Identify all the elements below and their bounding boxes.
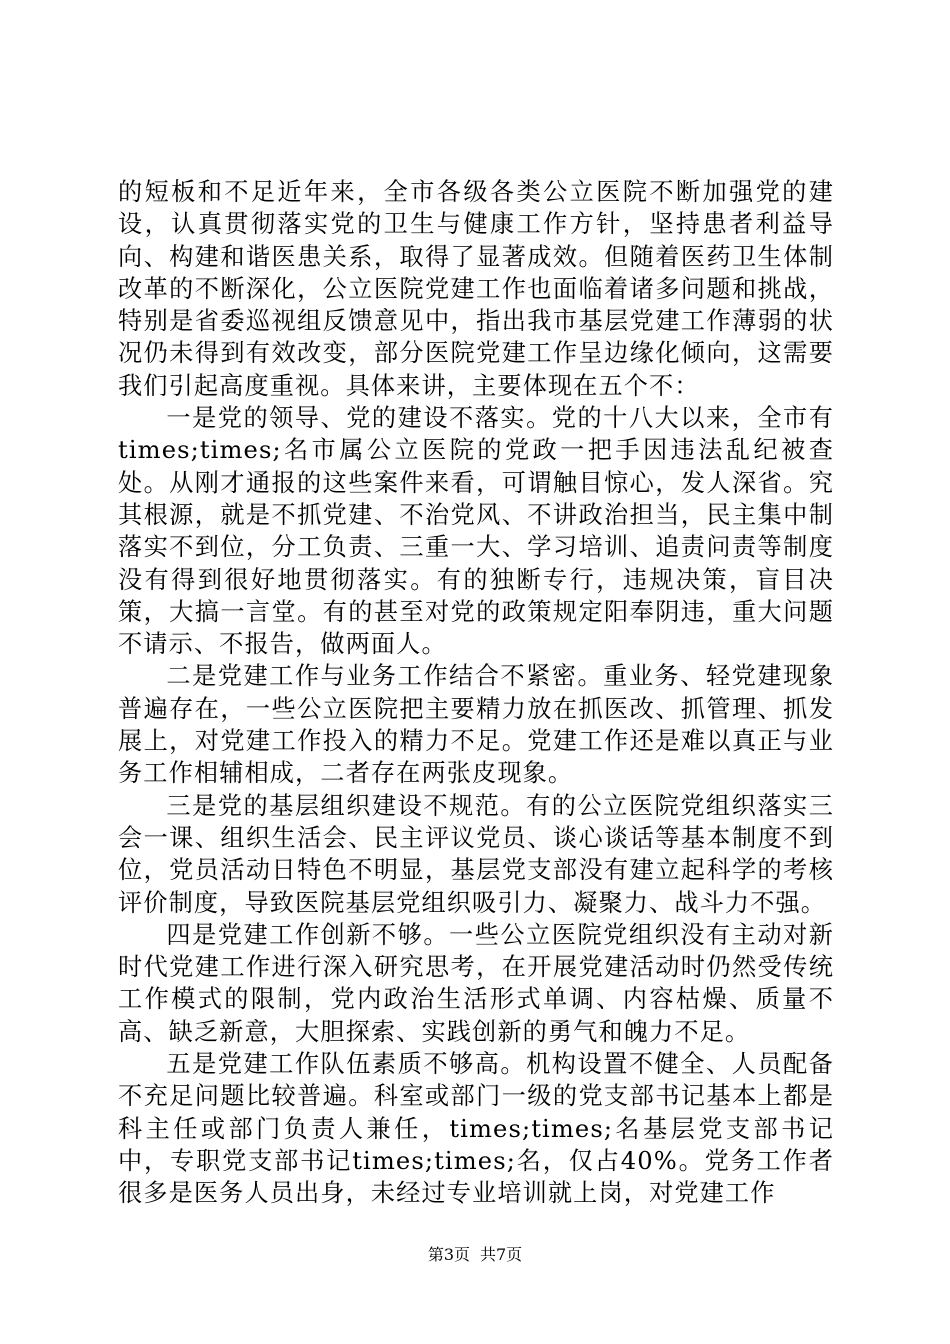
document-body	[118, 176, 834, 1210]
page-footer	[0, 1244, 950, 1266]
page-number: 第3页	[427, 1245, 470, 1264]
paragraph-2: 一是党的领导、党的建设不落实。党的十八大以来，全市有times;times;名市属公立医院的党政一把手因违法乱纪被查处。从刚才通报的这些案件来看，可谓触目惊心，发人深省。究其根源，就是不抓党建、不治党风、不讲政治担当，民主集中制落实不到位，分工负责、三重一大、学习培训、追责问责等制度没有得到很好地贯彻落实。有的独断专行，违规决策，盲目决策，大搞一言堂。有的甚至对党的政策规定阳奉阴违，重大问题不请示、不报告，做两面人。	[118, 404, 834, 659]
paragraph-6: 五是党建工作队伍素质不够高。机构设置不健全、人员配备不充足问题比较普遍。科室或部门一级的党支部书记基本上都是科主任或部门负责人兼任，times;times;名基层党支部书记中，专职党支部书记times;times;名，仅占40%。党务工作者很多是医务人员出身，未经过专业培训就上岗，对党建工作	[118, 1050, 834, 1208]
paragraph-5: 四是党建工作创新不够。一些公立医院党组织没有主动对新时代党建工作进行深入研究思考，在开展党建活动时仍然受传统工作模式的限制，党内政治生活形式单调、内容枯燥、质量不高、缺乏新意，大胆探索、实践创新的勇气和魄力不足。	[118, 920, 834, 1046]
paragraph-4: 三是党的基层组织建设不规范。有的公立医院党组织落实三会一课、组织生活会、民主评议党员、谈心谈话等基本制度不到位，党员活动日特色不明显，基层党支部没有建立起科学的考核评价制度，导致医院基层党组织吸引力、凝聚力、战斗力不强。	[118, 791, 834, 917]
page-total: 共7页	[480, 1245, 523, 1264]
paragraph-3: 二是党建工作与业务工作结合不紧密。重业务、轻党建现象普遍存在，一些公立医院把主要精力放在抓医改、抓管理、抓发展上，对党建工作投入的精力不足。党建工作还是难以真正与业务工作相辅相成，二者存在两张皮现象。	[118, 662, 834, 788]
paragraph-1: 的短板和不足近年来，全市各级各类公立医院不断加强党的建设，认真贯彻落实党的卫生与健康工作方针，坚持患者利益导向、构建和谐医患关系，取得了显著成效。但随着医药卫生体制改革的不断深化，公立医院党建工作也面临着诸多问题和挑战，特别是省委巡视组反馈意见中，指出我市基层党建工作薄弱的状况仍未得到有效改变，部分医院党建工作呈边缘化倾向，这需要我们引起高度重视。具体来讲，主要体现在五个不：	[118, 178, 834, 400]
